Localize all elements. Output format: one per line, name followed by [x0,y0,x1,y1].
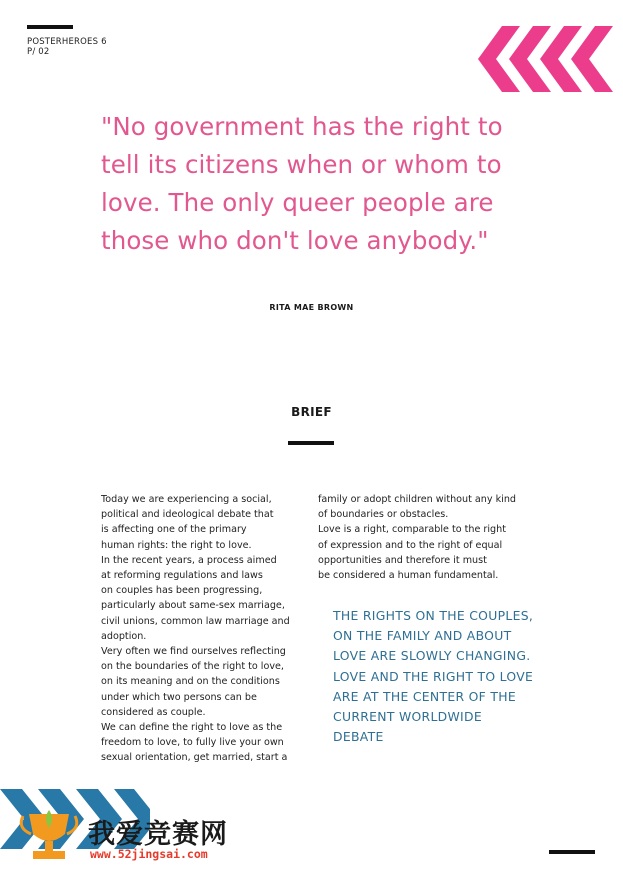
top-rule [27,25,73,29]
chevron-4 [571,26,613,92]
folio [27,37,107,57]
brief-heading: BRIEF [291,405,332,419]
watermark-url: www.52jingsai.com [90,847,208,861]
brief-pull-quote: THE RIGHTS ON THE COUPLES, ON THE FAMILY AND ABOUT LOVE ARE SLOWLY CHANGING. LOVE AND THE RIGHT TO LOVE ARE AT THE CENTER OF THE CURRENT WORLDWIDE DEBATE [333,608,534,745]
bottom-rule [549,850,595,854]
quote-author: RITA MAE BROWN [269,303,354,312]
folio-page: P/ 02 [27,47,50,57]
trophy-logo-icon [15,808,83,863]
pull-quote-main: "No government has the right to tell its citizens when or whom to love. The only queer people are those who don't love anybody." [101,112,503,255]
watermark-title: 我爱竞赛网 [88,819,228,850]
brief-column-2: family or adopt children without any kind of boundaries or obstacles. Love is a right, comparable to the right of expression and to the right of equal opportunities and therefore it must be considered a human fundamental. [318,494,516,582]
brief-rule [288,441,334,445]
brief-column-1: Today we are experiencing a social, political and ideological debate that is affecting one of the primary human rights: the right to love. In the recent years, a process aimed at reforming regulations and laws on couples has been progressing, particularly about same-sex marriage, civil unions, common law marriage and adoption. Very often we find ourselves reflecting on the boundaries of the right to love, on its meaning and on the conditions under which two persons can be considered as couple. We can define the right to love as the freedom to love, to fully live your own sexual orientation, get married, start a [101,494,290,764]
pink-chevrons-graphic [478,26,623,92]
folio-publication: POSTERHEROES 6 [27,37,107,47]
